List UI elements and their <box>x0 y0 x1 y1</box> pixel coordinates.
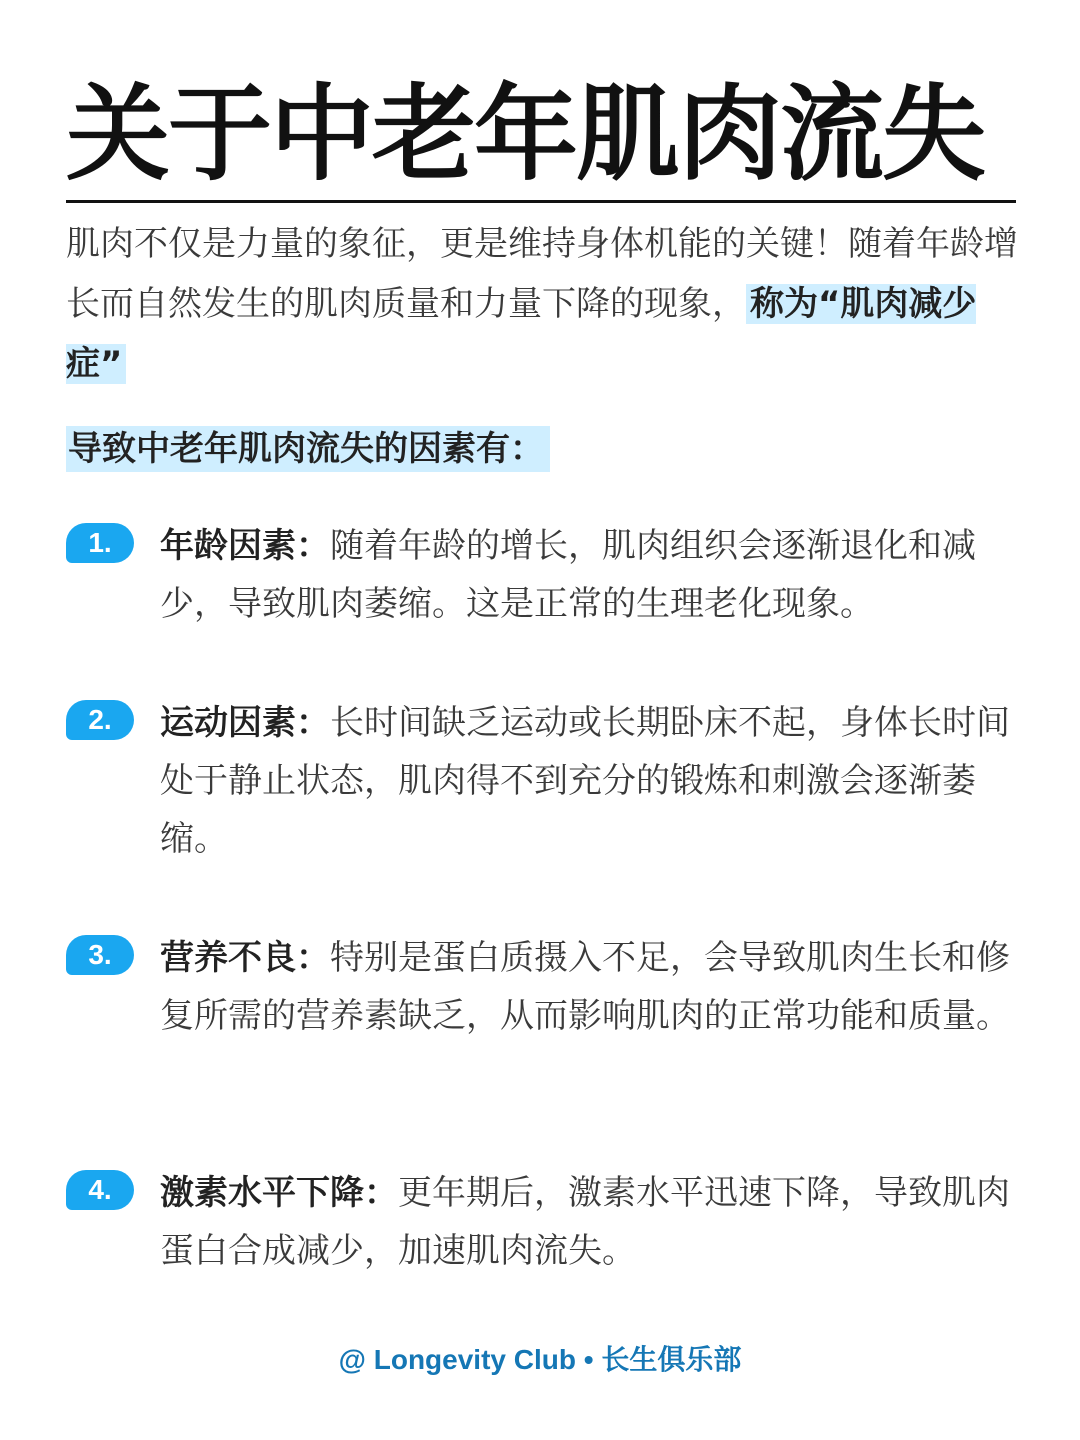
list-item-body: 特别是蛋白质摄入不足，会导致肌肉生长和修复所需的营养素缺乏，从而影响肌肉的正常功能和质量。 <box>160 938 1010 1036</box>
number-badge: 2. <box>66 700 134 740</box>
number-badge: 4. <box>66 1170 134 1210</box>
list-item-label: 年龄因素： <box>160 526 330 566</box>
list-item-label: 运动因素： <box>160 703 330 743</box>
list-item-label: 营养不良： <box>160 938 330 978</box>
page-title: 关于中老年肌肉流失 <box>66 73 985 195</box>
number-badge: 3. <box>66 935 134 975</box>
intro-paragraph <box>66 214 1021 394</box>
list-item-body: 长时间缺乏运动或长期卧床不起，身体长时间处于静止状态，肌肉得不到充分的锻炼和刺激会逐渐萎缩。 <box>160 703 1010 859</box>
intro-text: 肌肉不仅是力量的象征，更是维持身体机能的关键！随着年龄增长而自然发生的肌肉质量和力量下降的现象， <box>66 224 1018 324</box>
footer-credit: @ Longevity Club • 长生俱乐部 <box>338 1344 742 1375</box>
list-item-text <box>160 929 1022 1045</box>
list-item-label: 激素水平下降： <box>160 1173 398 1213</box>
list-item-text <box>160 1164 1022 1280</box>
list-item-text <box>160 694 1022 868</box>
section-heading: 导致中老年肌肉流失的因素有： <box>66 426 550 472</box>
title-divider <box>66 200 1016 203</box>
intro-highlight: 称为“肌肉减少症” <box>66 284 977 384</box>
list-item-body: 随着年龄的增长，肌肉组织会逐渐退化和减少，导致肌肉萎缩。这是正常的生理老化现象。 <box>160 526 976 624</box>
list-item-body: 更年期后，激素水平迅速下降，导致肌肉蛋白合成减少，加速肌肉流失。 <box>160 1173 1010 1271</box>
list-item-text <box>160 517 1022 633</box>
number-badge: 1. <box>66 523 134 563</box>
